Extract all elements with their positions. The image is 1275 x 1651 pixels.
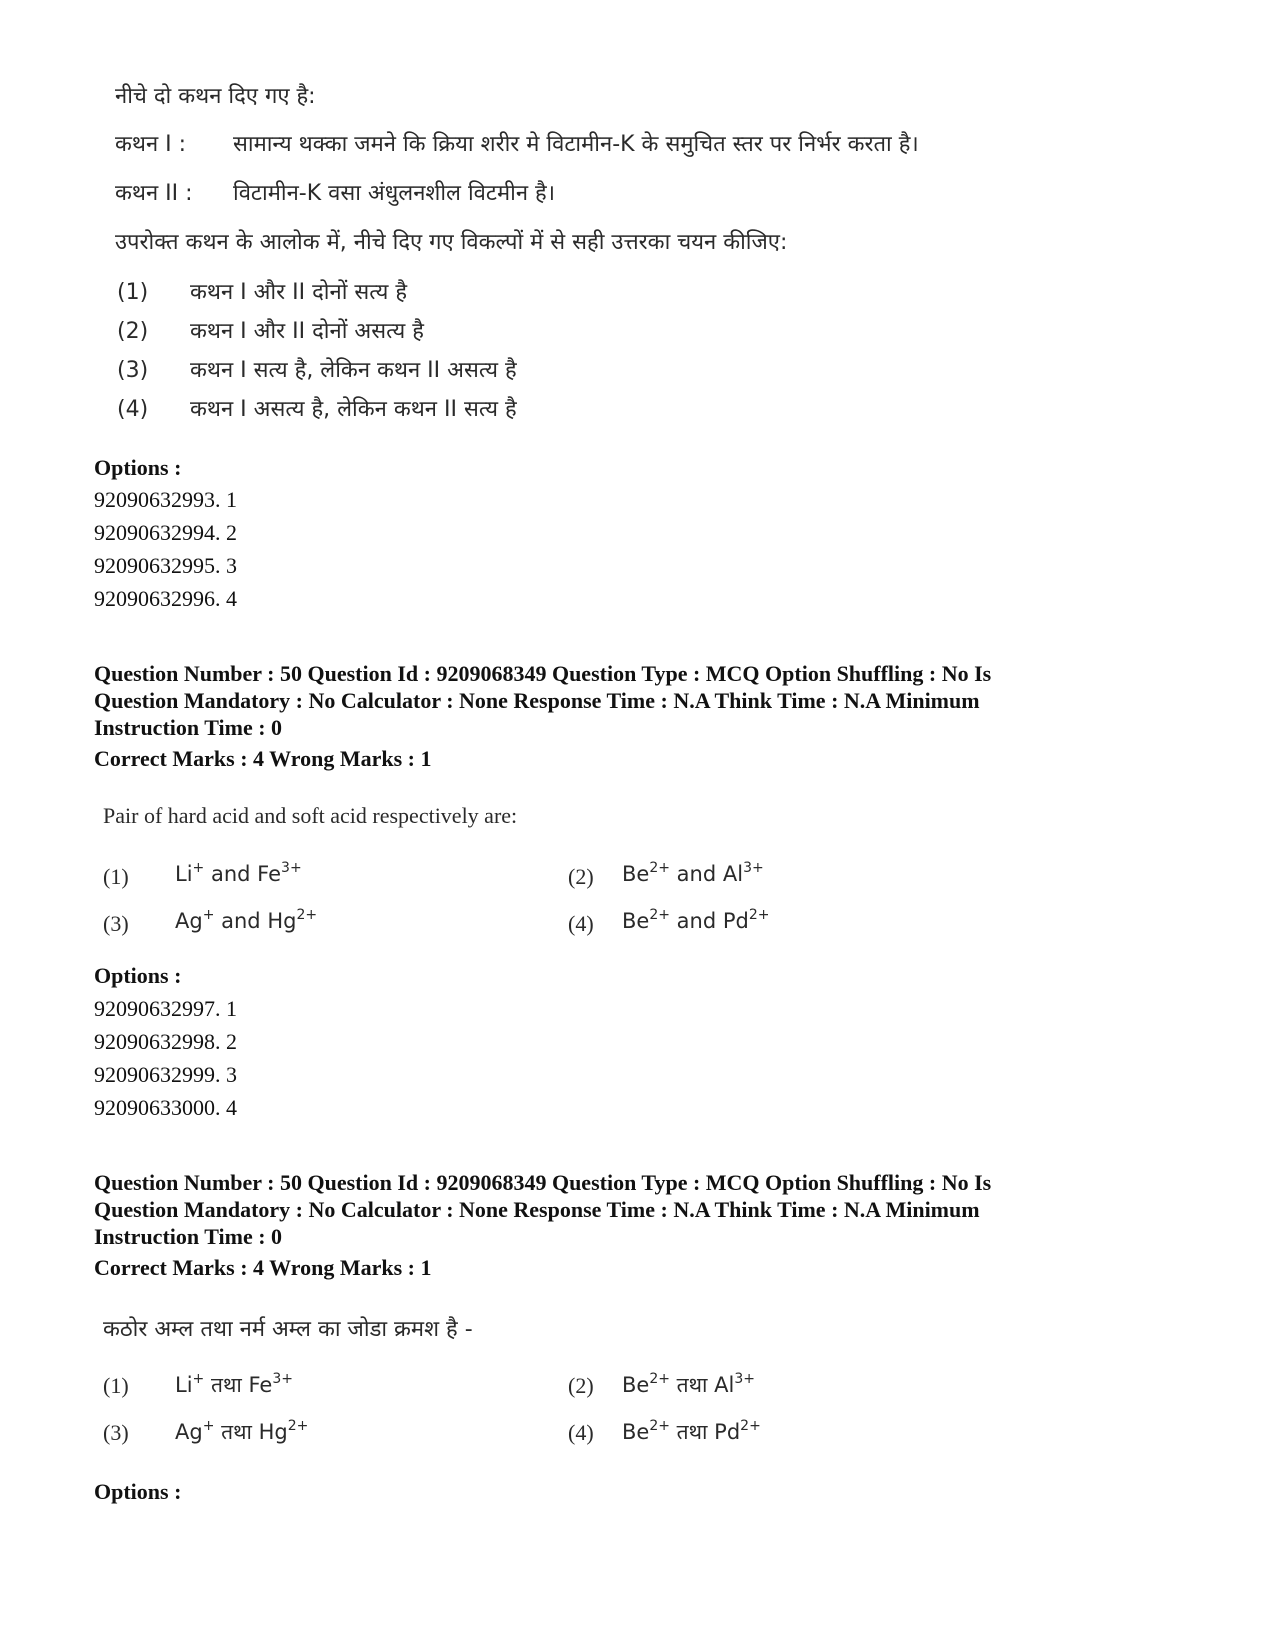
chem-choice-2-number: (2) xyxy=(568,864,594,889)
chem-choice-4-number: (4) xyxy=(568,1420,594,1445)
ion-a: Be xyxy=(622,862,650,886)
ion-b: Fe xyxy=(257,862,282,886)
chem-choice-4 xyxy=(622,909,770,933)
statement-1-text: सामान्य थक्का जमने कि क्रिया शरीर मे विटामीन-K के समुचित स्तर पर निर्भर करता है। xyxy=(233,132,919,157)
conjunction: तथा xyxy=(676,1373,708,1397)
charge: 2+ xyxy=(296,907,318,923)
chem-choice-3-number: (3) xyxy=(103,911,129,936)
option-id-1: 92090632993. 1 xyxy=(94,487,237,512)
chem-choice-3-number: (3) xyxy=(103,1420,129,1445)
option-id-3: 92090632999. 3 xyxy=(94,1062,237,1087)
question-meta: Question Number : 50 Question Id : 9209068349 Question Type : MCQ Option Shuffling : No Is Question Mandatory : No Calculator : None Response Time : N.A Think Time : N.A Minimum Instruction Time : 0 xyxy=(94,661,992,740)
question-text: Pair of hard acid and soft acid respectively are: xyxy=(103,803,518,828)
chem-choice-1 xyxy=(175,862,302,886)
ion-a: Ag xyxy=(175,1420,203,1444)
ion-b: Fe xyxy=(248,1373,273,1397)
statement-2-label: कथन II : xyxy=(115,181,193,206)
charge: 2+ xyxy=(649,1371,670,1387)
chem-choice-1-number: (1) xyxy=(103,864,129,889)
charge: 2+ xyxy=(649,1418,670,1434)
ion-b: Al xyxy=(722,862,744,886)
marks-info: Correct Marks : 4 Wrong Marks : 1 xyxy=(94,746,432,771)
ion-a: Li xyxy=(175,862,193,886)
ion-b: Hg xyxy=(258,1420,288,1444)
charge: 3+ xyxy=(734,1371,756,1387)
option-id-3: 92090632995. 3 xyxy=(94,553,237,578)
chem-choice-2 xyxy=(622,862,764,886)
choice-4-text: कथन I असत्य है, लेकिन कथन II सत्य है xyxy=(190,397,517,422)
charge: 2+ xyxy=(748,907,770,923)
option-id-4: 92090633000. 4 xyxy=(94,1095,237,1120)
conjunction: and xyxy=(676,909,717,933)
conjunction: and xyxy=(221,909,261,933)
option-id-2: 92090632998. 2 xyxy=(94,1029,237,1054)
ion-b: Hg xyxy=(267,909,297,933)
charge: 3+ xyxy=(743,860,764,876)
charge: 2+ xyxy=(740,1418,761,1434)
charge: + xyxy=(202,907,215,923)
choice-2-text: कथन I और II दोनों असत्य है xyxy=(190,319,424,344)
chem-choice-2 xyxy=(622,1371,755,1399)
choice-3-number: (3) xyxy=(117,358,149,383)
chem-choice-1-number: (1) xyxy=(103,1373,129,1398)
charge: 3+ xyxy=(272,1371,293,1387)
chem-choice-4-number: (4) xyxy=(568,911,594,936)
choice-4-number: (4) xyxy=(117,397,149,422)
statement-2-text: विटामीन-K वसा अंधुलनशील विटमीन है। xyxy=(233,181,556,206)
ion-b: Pd xyxy=(714,1420,741,1444)
ion-b: Al xyxy=(714,1373,735,1397)
charge: + xyxy=(192,1371,205,1387)
ion-a: Li xyxy=(175,1373,193,1397)
charge: + xyxy=(192,860,205,876)
conjunction: तथा xyxy=(210,1373,242,1397)
option-id-1: 92090632997. 1 xyxy=(94,996,237,1021)
charge: + xyxy=(202,1418,215,1434)
option-id-2: 92090632994. 2 xyxy=(94,520,237,545)
chem-choice-3 xyxy=(175,1418,308,1446)
charge: 2+ xyxy=(649,860,670,876)
conjunction: and xyxy=(676,862,717,886)
question-text: कठोर अम्ल तथा नर्म अम्ल का जोडा क्रमश है - xyxy=(103,1317,473,1342)
chem-choice-4 xyxy=(622,1418,761,1446)
statement-1-label: कथन I : xyxy=(115,132,187,157)
ion-a: Be xyxy=(622,1420,650,1444)
choice-1-number: (1) xyxy=(117,280,149,305)
chem-choice-3 xyxy=(175,909,317,933)
chem-choice-2-number: (2) xyxy=(568,1373,594,1398)
option-id-4: 92090632996. 4 xyxy=(94,586,237,611)
question-image-statements xyxy=(115,80,1015,430)
charge: 3+ xyxy=(281,860,302,876)
ion-a: Be xyxy=(622,1373,650,1397)
choice-1-text: कथन I और II दोनों सत्य है xyxy=(190,280,408,305)
conjunction: तथा xyxy=(676,1420,708,1444)
choice-2-number: (2) xyxy=(117,319,149,344)
chem-choice-1 xyxy=(175,1371,293,1399)
options-heading: Options : xyxy=(94,1479,182,1504)
question-meta: Question Number : 50 Question Id : 9209068349 Question Type : MCQ Option Shuffling : No Is Question Mandatory : No Calculator : None Response Time : N.A Think Time : N.A Minimum Instruction Time : 0 xyxy=(94,1170,992,1249)
options-heading: Options : xyxy=(94,963,182,988)
question-prompt: उपरोक्त कथन के आलोक में, नीचे दिए गए विकल्पों में से सही उत्तरका चयन कीजिए: xyxy=(115,230,788,255)
ion-a: Be xyxy=(622,909,650,933)
charge: 2+ xyxy=(287,1418,309,1434)
options-heading: Options : xyxy=(94,455,182,480)
charge: 2+ xyxy=(649,907,670,923)
ion-b: Pd xyxy=(722,909,749,933)
conjunction: and xyxy=(210,862,251,886)
question-intro: नीचे दो कथन दिए गए है: xyxy=(115,84,316,109)
ion-a: Ag xyxy=(175,909,203,933)
marks-info: Correct Marks : 4 Wrong Marks : 1 xyxy=(94,1255,432,1280)
conjunction: तथा xyxy=(221,1420,252,1444)
choice-3-text: कथन I सत्य है, लेकिन कथन II असत्य है xyxy=(190,358,517,383)
